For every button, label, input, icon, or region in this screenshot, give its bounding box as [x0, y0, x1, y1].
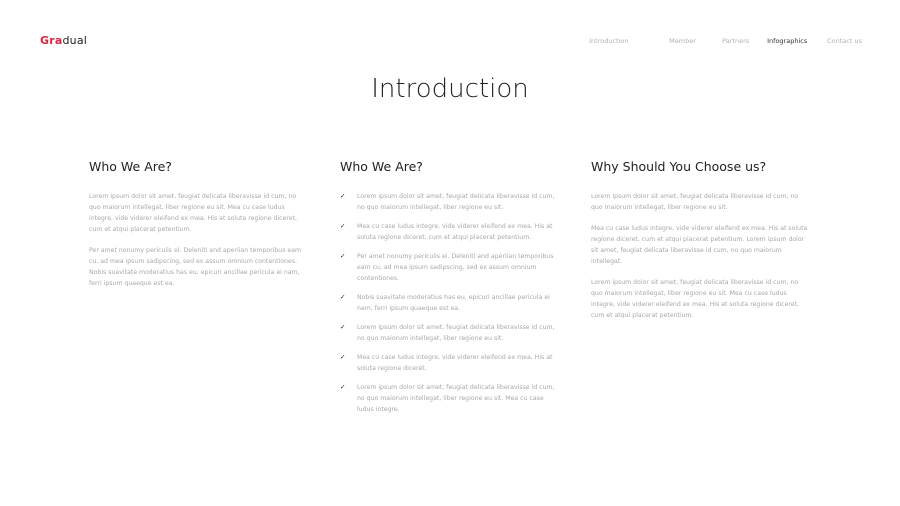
column-heading: Why Should You Choose us? — [591, 159, 767, 174]
checklist — [340, 191, 560, 415]
column-paragraph: Lorem ipsum dolor sit amet, feugiat delicata liberavisse id cum, no quo maiorum intellegat, liber regione eu sit. Mea cu case ludus integre, vide viderer eleifend ex mea. His at soluta regione diceret, cum et atqui placerat petentium. — [89, 193, 297, 233]
checkmark-icon: ✓ — [340, 383, 346, 391]
list-item-text: Mea cu case ludus integre, vide viderer eleifend ex mea. His at soluta regione diceret. — [357, 354, 553, 372]
nav-infographics[interactable]: Infographics — [767, 37, 808, 45]
top-nav — [589, 37, 862, 45]
logo-rest: dual — [62, 34, 88, 47]
list-item — [340, 292, 560, 314]
column-heading: Who We Are? — [340, 159, 423, 174]
logo[interactable] — [40, 34, 87, 47]
page-title: Introduction — [371, 74, 529, 104]
nav-introduction[interactable]: Introduction — [589, 37, 629, 45]
list-item-text: Mea cu case ludus integre, vide viderer eleifend ex mea. His at soluta regione diceret, cum et atqui placerat petentium. — [357, 223, 553, 241]
column-who-we-are — [89, 159, 309, 299]
list-item — [340, 322, 560, 344]
checkmark-icon: ✓ — [340, 323, 346, 331]
list-item — [340, 251, 560, 284]
checkmark-icon: ✓ — [340, 222, 346, 230]
list-item — [340, 382, 560, 415]
logo-accent: Gra — [40, 34, 63, 47]
column-heading: Who We Are? — [89, 159, 172, 174]
checkmark-icon: ✓ — [340, 192, 346, 200]
list-item-text: Nobis suavitate moderatius has eu, epicuri ancillae pericula ei nam, ferri ipsum quaeque est ea. — [357, 294, 550, 312]
list-item-text: Lorem ipsum dolor sit amet, feugiat delicata liberavisse id cum, no quo maiorum intellegat, liber regione eu sit. Mea cu case ludus integre. — [357, 384, 555, 413]
column-paragraph: Mea cu case ludus integre, vide viderer eleifend ex mea. His at soluta regione diceret, cum et atqui placerat petentium. Lorem ipsum dolor sit amet, feugiat delicata liberavisse id cum, no quo maiorum intellegat. — [591, 225, 808, 265]
list-item — [340, 221, 560, 243]
column-who-we-are-checklist — [340, 159, 560, 423]
checkmark-icon: ✓ — [340, 252, 346, 260]
list-item-text: Per amet nonumy periculis ei. Deleniti and aperiian temporibus eam cu, ad mea ipsum sadipscing, sed ex assum omnium contentiones. — [357, 253, 554, 282]
nav-member[interactable]: Member — [669, 37, 696, 45]
nav-contact-us[interactable]: Contact us — [827, 37, 862, 45]
list-item-text: Lorem ipsum dolor sit amet, feugiat delicata liberavisse id cum, no quo maiorum intellegat, liber regione eu sit. — [357, 324, 555, 342]
checkmark-icon: ✓ — [340, 293, 346, 301]
column-paragraph: Lorem ipsum dolor sit amet, feugiat delicata liberavisse id cum, no quo maiorum intellegat, liber regione eu sit. — [591, 193, 799, 211]
nav-partners[interactable]: Partners — [722, 37, 750, 45]
column-paragraph: Per amet nonumy periculis ei. Deleniti and aperiian temporibus eam cu, ad mea ipsum sadipscing, sed ex assum omnium contentiones. Nobis suavitate moderatius has eu, epicuri ancillae pericula ei nam, ferri ipsum quaeque est ea. — [89, 247, 302, 287]
column-why-choose-us — [591, 159, 811, 331]
list-item — [340, 352, 560, 374]
checkmark-icon: ✓ — [340, 353, 346, 361]
column-paragraph: Lorem ipsum dolor sit amet, feugiat delicata liberavisse id cum, no quo maiorum intellegat, liber regione eu sit. Mea cu case ludus integre, vide viderer eleifend ex mea. His at soluta regione diceret, cum et atqui placerat petentium. — [591, 279, 799, 319]
list-item-text: Lorem ipsum dolor sit amet, feugiat delicata liberavisse id cum, no quo maiorum intellegat, liber regione eu sit. — [357, 193, 555, 211]
list-item — [340, 191, 560, 213]
